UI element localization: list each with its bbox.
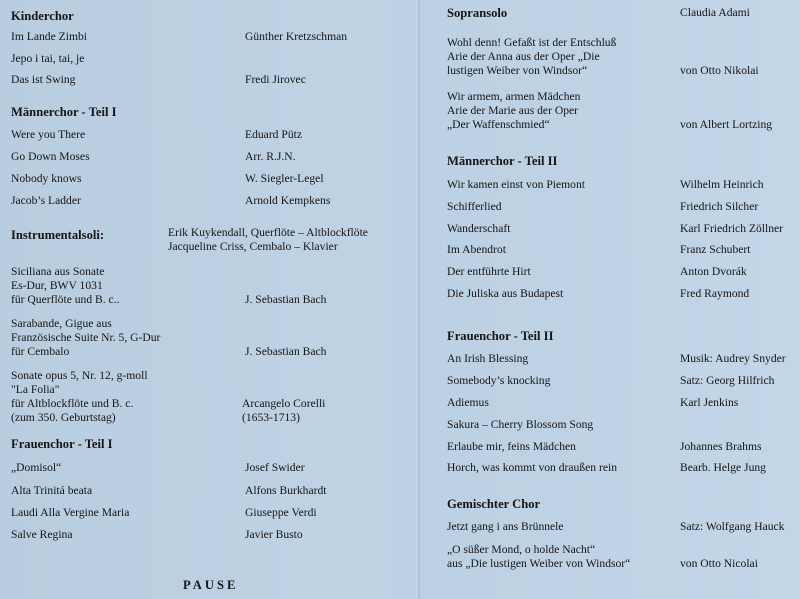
piece-title: Were you There [11,128,86,141]
piece-title: Das ist Swing [11,73,76,86]
composer: Friedrich Silcher [680,200,759,213]
piece-title: Go Down Moses [11,150,90,163]
piece-line: lustigen Weiber von Windsor“ [447,64,588,77]
composer: von Otto Nicolai [680,557,758,570]
section-heading: Instrumentalsoli: [11,228,105,242]
composer: Fred Raymond [680,287,750,300]
piece-title: Schifferlied [447,200,502,213]
piece-title: Der entführte Hirt [447,265,531,278]
piece-line: "La Folia" [11,383,60,396]
composer: Anton Dvorák [680,265,747,278]
piece-title: Horch, was kommt von draußen rein [447,461,618,474]
composer-dates: (1653-1713) [242,411,300,424]
piece-title: Im Abendrot [447,243,506,256]
piece-line: Wohl denn! Gefaßt ist der Entschluß [447,36,617,49]
section-heading: Männerchor - Teil I [11,105,117,119]
composer: Arnold Kempkens [245,194,331,207]
piece-line: „O süßer Mond, o holde Nacht“ [447,543,596,556]
piece-title: „Domisol“ [11,461,62,474]
composer: Karl Friedrich Zöllner [680,222,784,235]
piece-title: Die Juliska aus Budapest [447,287,564,300]
piece-title: Erlaube mir, feins Mädchen [447,440,576,453]
piece-title: Wir kamen einst von Piemont [447,178,585,191]
section-heading: Kinderchor [11,9,74,23]
piece-title: Jetzt gang i ans Brünnele [447,520,564,533]
piece-line: Sarabande, Gigue aus [11,317,112,330]
composer: Javier Busto [245,528,303,541]
composer: Günther Kretzschman [245,30,348,43]
piece-title: An Irish Blessing [447,352,529,365]
piece-line: Arie der Marie aus der Oper [447,104,579,117]
composer: Musik: Audrey Snyder [680,352,786,365]
piece-title: Im Lande Zimbi [11,30,87,43]
performer: Jacqueline Criss, Cembalo – Klavier [168,240,338,253]
composer: J. Sebastian Bach [245,293,327,306]
composer: von Albert Lortzing [680,118,773,131]
piece-line: Sonate opus 5, Nr. 12, g-moll [11,369,148,382]
composer: von Otto Nikolai [680,64,759,77]
composer: Fredi Jirovec [245,73,306,86]
composer: J. Sebastian Bach [245,345,327,358]
piece-line: „Der Waffenschmied“ [447,118,550,131]
composer: Franz Schubert [680,243,751,256]
composer: Giuseppe Verdi [245,506,317,519]
composer: Wilhelm Heinrich [680,178,764,191]
composer: W. Siegler-Legel [245,172,324,185]
composer: Arcangelo Corelli [242,397,326,410]
composer: Satz: Georg Hilfrich [680,374,775,387]
section-heading: Gemischter Chor [447,497,541,511]
piece-title: Somebody’s knocking [447,374,551,387]
piece-title: Nobody knows [11,172,82,185]
piece-title: Adiemus [447,396,489,409]
section-heading: Sopransolo [447,6,508,20]
performer: Erik Kuykendall, Querflöte – Altblockflöte [168,226,368,239]
composer: Karl Jenkins [680,396,739,409]
composer: Alfons Burkhardt [245,484,327,497]
performer: Claudia Adami [680,6,750,19]
piece-line: für Altblockflöte und B. c. [11,397,134,410]
piece-line: Wir armem, armen Mädchen [447,90,581,103]
composer: Eduard Pütz [245,128,302,141]
piece-title: Sakura – Cherry Blossom Song [447,418,594,431]
section-heading: Männerchor - Teil II [447,154,558,168]
section-heading: Frauenchor - Teil II [447,329,554,343]
piece-line: Siciliana aus Sonate [11,265,105,278]
composer: Arr. R.J.N. [245,150,296,163]
composer: Bearb. Helge Jung [680,461,766,474]
piece-title: Salve Regina [11,528,73,541]
pause-label: PAUSE [183,578,239,592]
page-fold [416,0,422,599]
composer: Josef Swider [245,461,305,474]
piece-title: Alta Trinitá beata [11,484,93,497]
piece-line: Es-Dur, BWV 1031 [11,279,103,292]
composer: Johannes Brahms [680,440,762,453]
piece-title: Wanderschaft [447,222,511,235]
piece-title: Jepo i tai, tai, je [11,52,85,65]
piece-line: Arie der Anna aus der Oper „Die [447,50,600,63]
piece-line: (zum 350. Geburtstag) [11,411,116,424]
piece-title: Laudi Alla Vergine Maria [11,506,130,519]
section-heading: Frauenchor - Teil I [11,437,113,451]
piece-title: Jacob’s Ladder [11,194,81,207]
piece-line: für Cembalo [11,345,70,358]
piece-line: Französische Suite Nr. 5, G-Dur [11,331,161,344]
piece-line: für Querflöte und B. c.. [11,293,120,306]
piece-line: aus „Die lustigen Weiber von Windsor“ [447,557,631,570]
composer: Satz: Wolfgang Hauck [680,520,785,533]
